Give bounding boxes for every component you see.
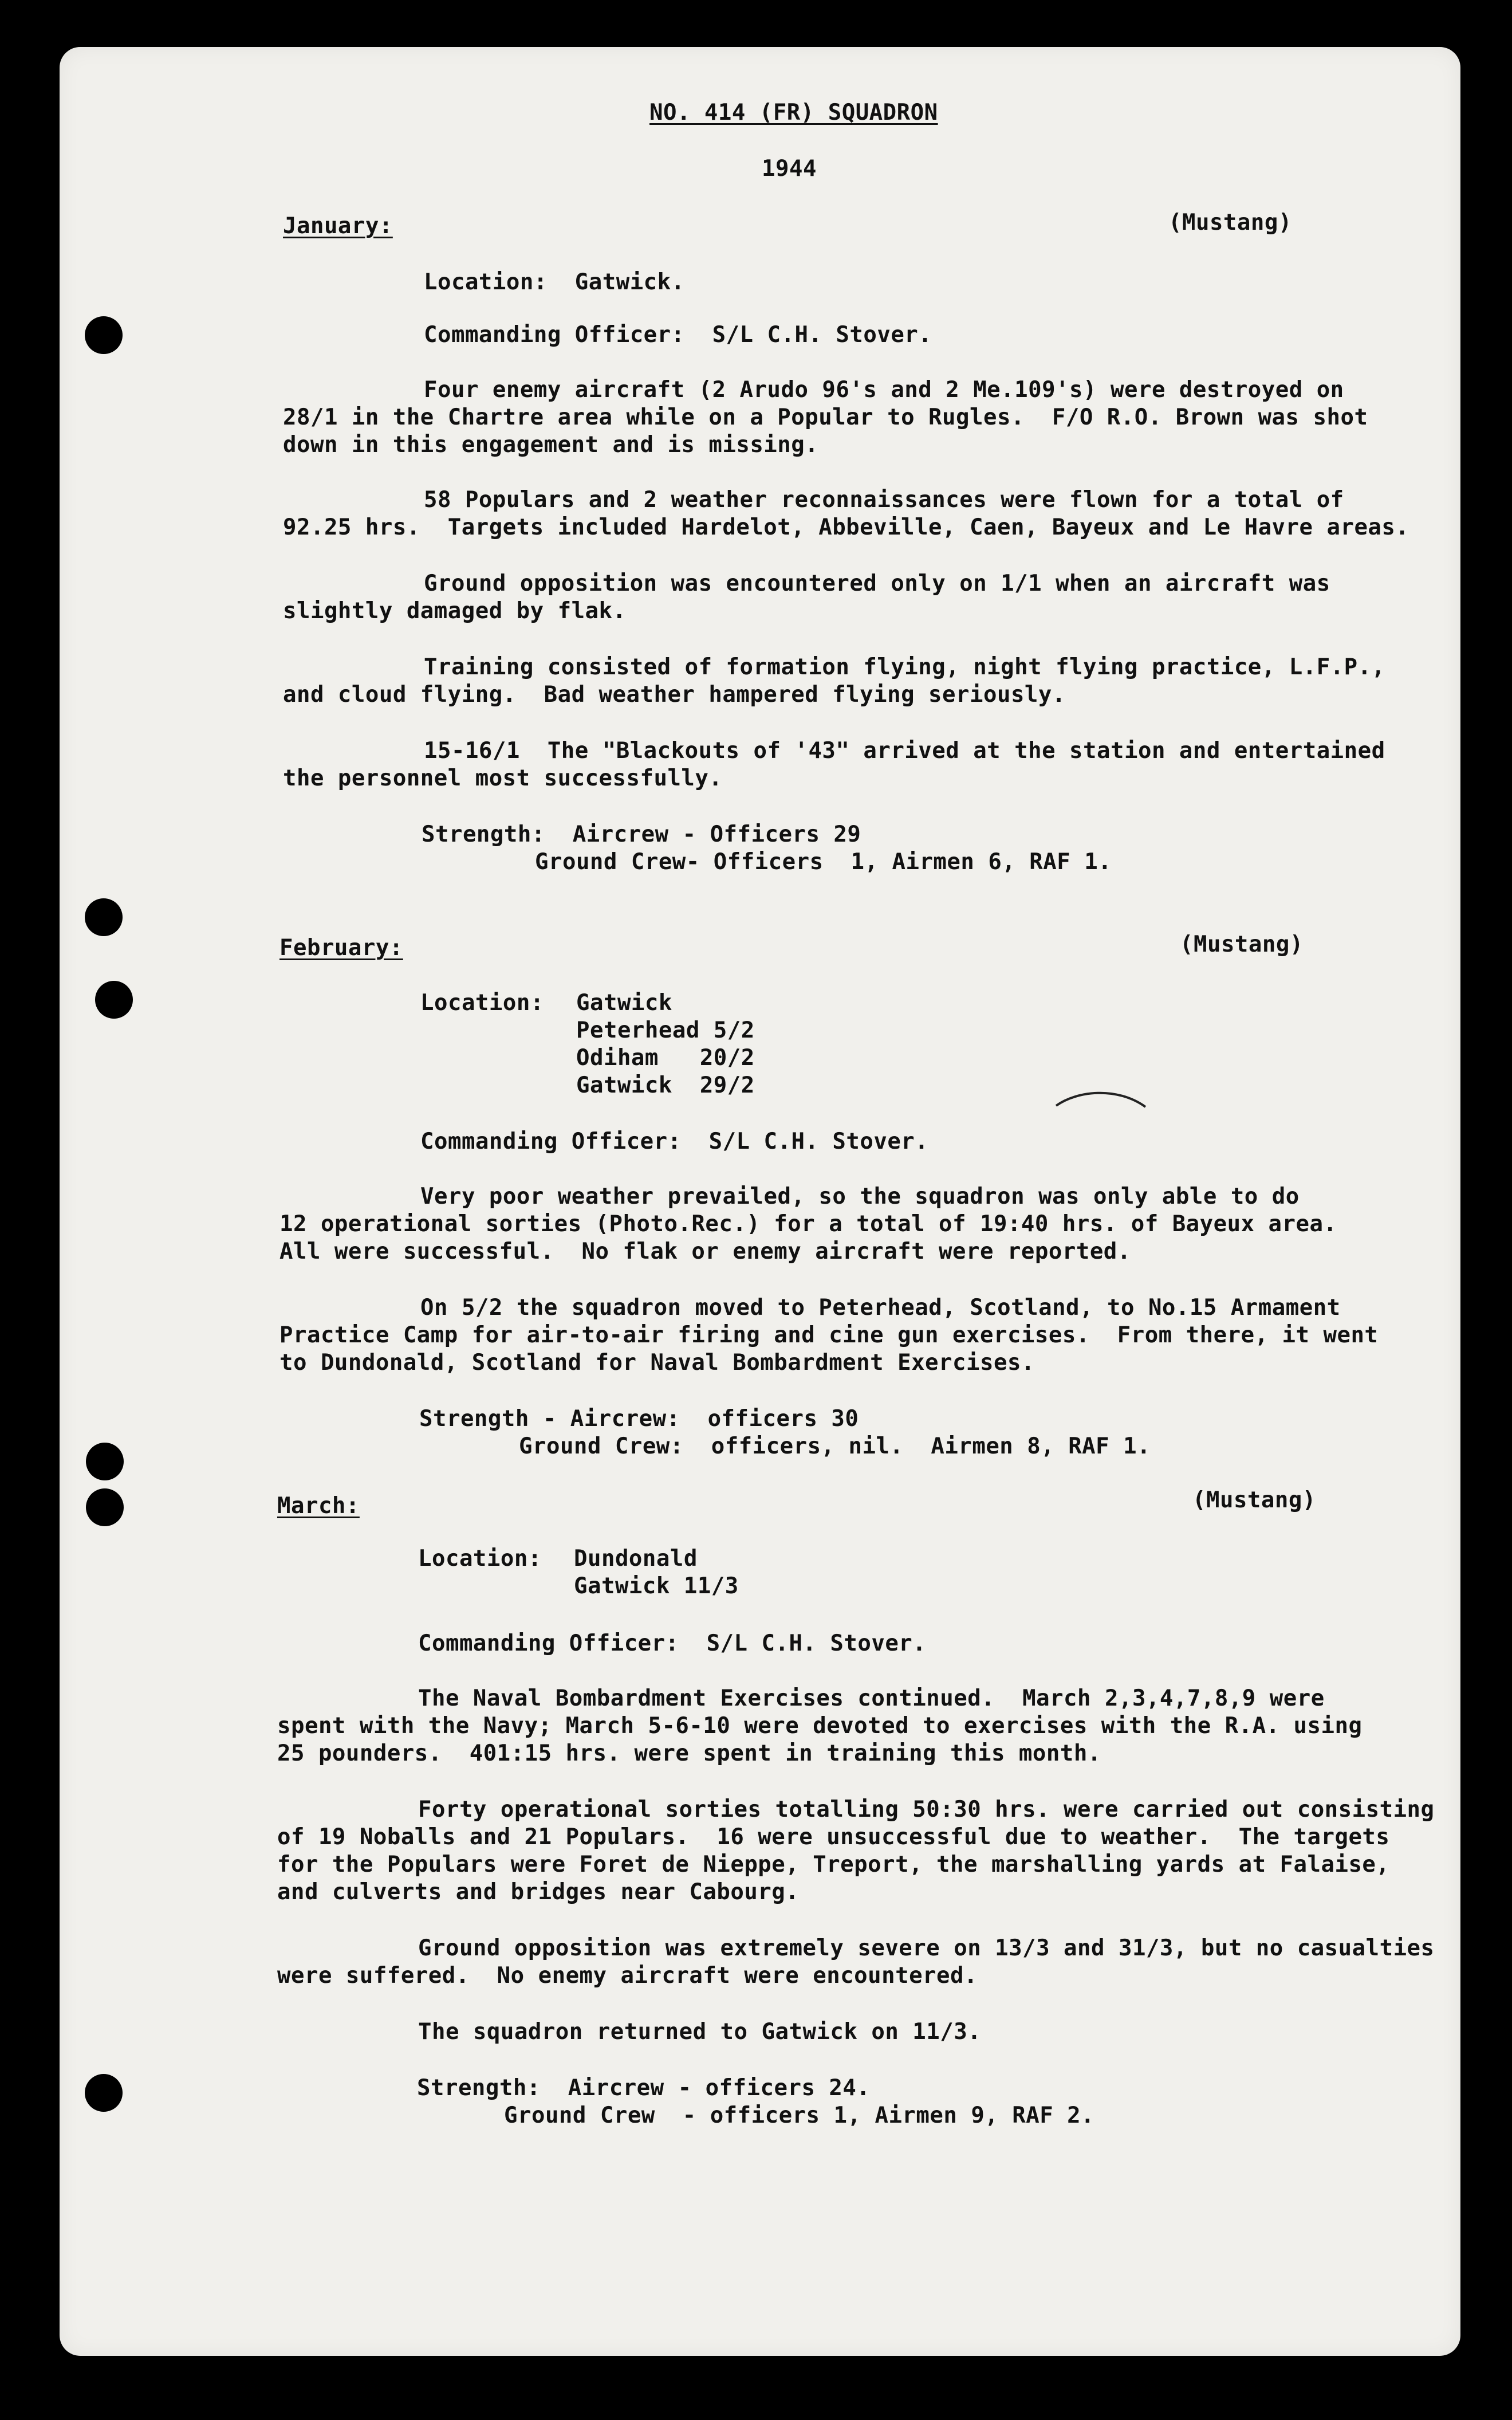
paragraph-line: of 19 Noballs and 21 Populars. 16 were unsuccessful due to weather. The targets bbox=[277, 1824, 1390, 1850]
paragraph-line: the personnel most successfully. bbox=[283, 765, 723, 791]
paragraph-line: spent with the Navy; March 5-6-10 were devoted to exercises with the R.A. using bbox=[277, 1713, 1363, 1739]
strength-aircrew: Strength: Aircrew - officers 24. bbox=[417, 2075, 871, 2101]
punch-hole bbox=[85, 898, 123, 936]
paragraph-line: 15-16/1 The "Blackouts of '43" arrived at the station and entertained bbox=[424, 738, 1385, 764]
aircraft-type: (Mustang) bbox=[1192, 1487, 1316, 1513]
paragraph-line: 12 operational sorties (Photo.Rec.) for a total of 19:40 hrs. of Bayeux area. bbox=[279, 1211, 1337, 1237]
paragraph-line: and cloud flying. Bad weather hampered flying seriously. bbox=[283, 682, 1066, 708]
month-heading-january: January: bbox=[283, 213, 393, 239]
paragraph-line: 92.25 hrs. Targets included Hardelot, Abbeville, Caen, Bayeux and Le Havre areas. bbox=[283, 514, 1409, 540]
paragraph-line: All were successful. No flak or enemy aircraft were reported. bbox=[279, 1239, 1131, 1264]
month-heading-february: February: bbox=[279, 935, 403, 961]
location-entry: Gatwick 11/3 bbox=[574, 1573, 739, 1599]
location-line: Location: Gatwick. bbox=[424, 269, 685, 295]
paragraph-line: Ground opposition was extremely severe on 13/3 and 31/3, but no casualties bbox=[418, 1935, 1435, 1961]
punch-hole bbox=[85, 316, 123, 354]
month-heading-march: March: bbox=[277, 1493, 360, 1519]
paragraph-line: down in this engagement and is missing. bbox=[283, 432, 819, 458]
location-entry: Gatwick 29/2 bbox=[576, 1072, 755, 1098]
paragraph-line: The Naval Bombardment Exercises continued. March 2,3,4,7,8,9 were bbox=[418, 1686, 1325, 1711]
paragraph-line: 28/1 in the Chartre area while on a Popular to Rugles. F/O R.O. Brown was shot bbox=[283, 404, 1368, 430]
location-entry: Odiham 20/2 bbox=[576, 1045, 755, 1071]
location-entry: Peterhead 5/2 bbox=[576, 1017, 755, 1043]
paragraph-line: Forty operational sorties totalling 50:30 hrs. were carried out consisting bbox=[418, 1797, 1435, 1822]
commanding-officer-line: Commanding Officer: S/L C.H. Stover. bbox=[418, 1631, 927, 1656]
punch-hole bbox=[85, 2074, 123, 2112]
strength-ground-crew: Ground Crew- Officers 1, Airmen 6, RAF 1. bbox=[535, 849, 1112, 875]
pen-mark bbox=[1054, 1086, 1151, 1115]
location-entry: Dundonald bbox=[574, 1546, 698, 1572]
paragraph-line: for the Populars were Foret de Nieppe, Treport, the marshalling yards at Falaise, bbox=[277, 1852, 1390, 1877]
paragraph-line: Training consisted of formation flying, night flying practice, L.F.P., bbox=[424, 654, 1385, 680]
strength-ground-crew: Ground Crew: officers, nil. Airmen 8, RAF 1. bbox=[519, 1433, 1151, 1459]
paragraph-line: On 5/2 the squadron moved to Peterhead, Scotland, to No.15 Armament bbox=[420, 1295, 1341, 1321]
paragraph-line: Practice Camp for air-to-air firing and cine gun exercises. From there, it went bbox=[279, 1322, 1379, 1348]
commanding-officer-line: Commanding Officer: S/L C.H. Stover. bbox=[424, 322, 932, 348]
strength-ground-crew: Ground Crew - officers 1, Airmen 9, RAF 2. bbox=[504, 2103, 1095, 2128]
punch-hole bbox=[95, 981, 133, 1019]
location-entry: Gatwick bbox=[576, 990, 672, 1016]
paragraph-line: Very poor weather prevailed, so the squadron was only able to do bbox=[420, 1184, 1300, 1209]
document-title: NO. 414 (FR) SQUADRON bbox=[649, 100, 938, 125]
location-label: Location: bbox=[420, 990, 544, 1016]
aircraft-type: (Mustang) bbox=[1180, 932, 1304, 957]
strength-aircrew: Strength: Aircrew - Officers 29 bbox=[422, 822, 861, 847]
paragraph-line: Four enemy aircraft (2 Arudo 96's and 2 Me.109's) were destroyed on bbox=[424, 377, 1344, 403]
punch-hole bbox=[86, 1443, 124, 1480]
strength-aircrew: Strength - Aircrew: officers 30 bbox=[419, 1406, 859, 1432]
aircraft-type: (Mustang) bbox=[1168, 210, 1292, 235]
paragraph-line: 25 pounders. 401:15 hrs. were spent in training this month. bbox=[277, 1741, 1101, 1766]
paragraph-line: The squadron returned to Gatwick on 11/3. bbox=[418, 2019, 982, 2045]
paragraph-line: and culverts and bridges near Cabourg. bbox=[277, 1879, 800, 1905]
paragraph-line: were suffered. No enemy aircraft were encountered. bbox=[277, 1963, 978, 1989]
document-year: 1944 bbox=[762, 156, 817, 182]
commanding-officer-line: Commanding Officer: S/L C.H. Stover. bbox=[420, 1129, 929, 1154]
paragraph-line: slightly damaged by flak. bbox=[283, 598, 627, 624]
paragraph-line: Ground opposition was encountered only on 1/1 when an aircraft was bbox=[424, 571, 1330, 596]
paragraph-line: 58 Populars and 2 weather reconnaissances were flown for a total of bbox=[424, 487, 1344, 513]
punch-hole bbox=[86, 1488, 124, 1526]
location-label: Location: bbox=[418, 1546, 542, 1572]
paragraph-line: to Dundonald, Scotland for Naval Bombardment Exercises. bbox=[279, 1350, 1035, 1376]
